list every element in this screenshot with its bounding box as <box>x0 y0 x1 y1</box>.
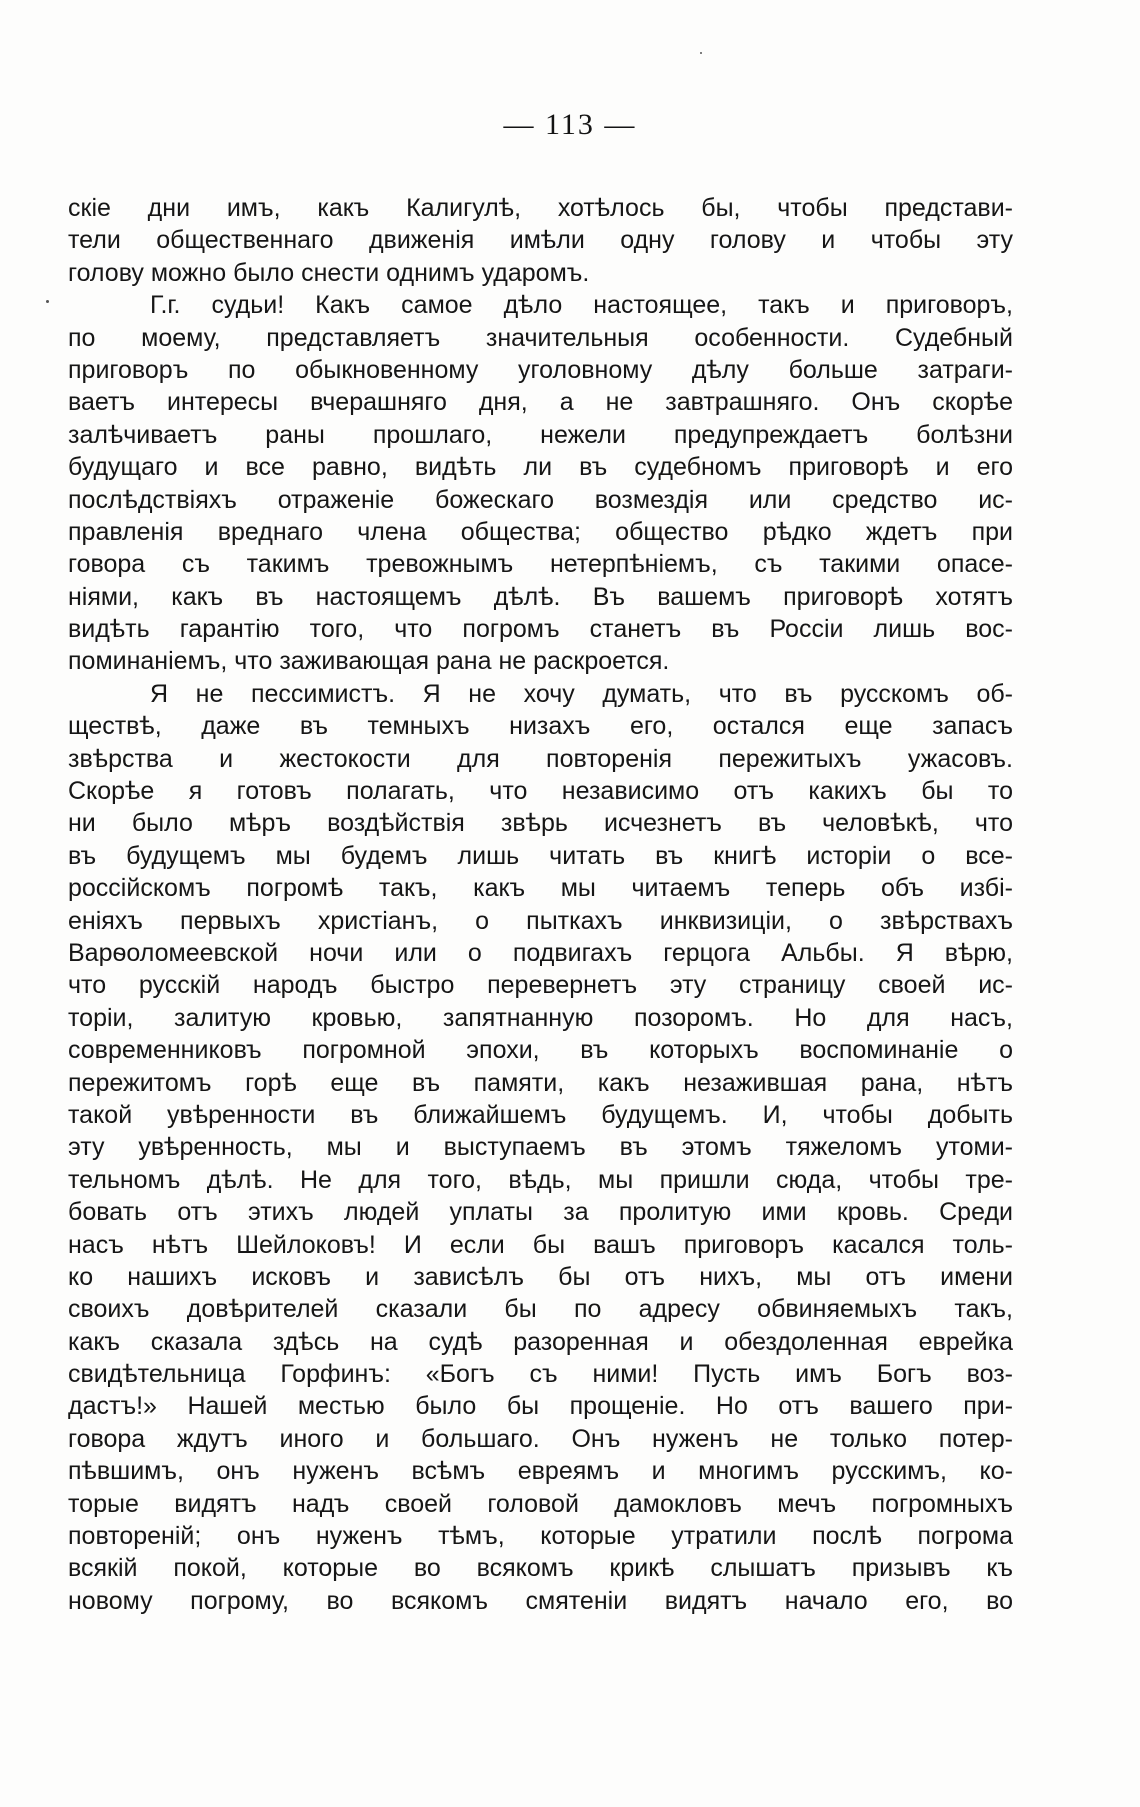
text-line: пережитомъ горѣ еще въ памяти, какъ незажившая рана, нѣтъ <box>68 1068 1013 1097</box>
text-line: торые видятъ надъ своей головой дамокловъ мечъ погромныхъ <box>68 1489 1013 1518</box>
text-line: Я не пессимистъ. Я не хочу думать, что въ русскомъ об- <box>150 679 1013 708</box>
text-line: видѣть гарантію того, что погромъ станетъ въ Россіи лишь вос- <box>68 615 1013 644</box>
text-line: свидѣтельница Горфинъ: «Богъ съ ними! Пусть имъ Богъ воз- <box>68 1360 1013 1389</box>
text-line: торіи, залитую кровью, запятнанную позоромъ. Но для насъ, <box>68 1003 1013 1032</box>
text-line: бовать отъ этихъ людей уплаты за пролитую ими кровь. Среди <box>68 1198 1013 1227</box>
text-line: ни было мѣръ воздѣйствія звѣрь исчезнетъ въ человѣкѣ, что <box>68 809 1013 838</box>
text-line: залѣчиваетъ раны прошлаго, нежели предупреждаетъ болѣзни <box>68 420 1013 449</box>
text-line: всякій покой, которые во всякомъ крикѣ слышатъ призывъ къ <box>68 1554 1013 1583</box>
text-line: что русскій народъ быстро перевернетъ эту страницу своей ис- <box>68 971 1013 1000</box>
text-line: современниковъ погромной эпохи, въ которыхъ воспоминаніе о <box>68 1036 1013 1065</box>
text-line: послѣдствіяхъ отраженіе божескаго возмездія или средство ис- <box>68 485 1013 514</box>
text-line: тели общественнаго движенія имѣли одну голову и чтобы эту <box>68 226 1013 255</box>
text-line: Г.г. судьи! Какъ самое дѣло настоящее, такъ и приговоръ, <box>150 291 1013 320</box>
body-text <box>68 192 1013 1617</box>
text-line: повтореній; онъ нуженъ тѣмъ, которые утратили послѣ погрома <box>68 1522 1013 1551</box>
text-line: говора съ такимъ тревожнымъ нетерпѣніемъ, съ такими опасе- <box>68 550 1013 579</box>
text-line: ществѣ, даже въ темныхъ низахъ его, остался еще запасъ <box>68 712 1013 741</box>
page-number: — 113 — <box>503 108 637 141</box>
text-line: говора ждутъ иного и большаго. Онъ нуженъ не только потер- <box>68 1424 1013 1453</box>
text-line: ко нашихъ исковъ и зависѣлъ бы отъ нихъ, мы отъ имени <box>68 1262 1013 1291</box>
text-line: скіе дни имъ, какъ Калигулѣ, хотѣлось бы, чтобы представи- <box>68 194 1013 222</box>
text-line: поминаніемъ, что заживающая рана не раскроется. <box>68 647 670 676</box>
text-line: пѣвшимъ, онъ нуженъ всѣмъ евреямъ и многимъ русскимъ, ко- <box>68 1457 1013 1486</box>
text-line: насъ нѣтъ Шейлоковъ! И если бы вашъ приговоръ касался толь- <box>68 1230 1013 1259</box>
text-line: еніяхъ первыхъ христіанъ, о пыткахъ инквизиціи, о звѣрствахъ <box>68 906 1013 935</box>
text-line: будущаго и все равно, видѣть ли въ судебномъ приговорѣ и его <box>68 453 1013 482</box>
text-line: въ будущемъ мы будемъ лишь читать въ книгѣ исторіи о все- <box>68 841 1013 870</box>
text-line: ваетъ интересы вчерашняго дня, а не завтрашняго. Онъ скорѣе <box>68 388 1013 417</box>
text-line: какъ сказала здѣсь на судѣ разоренная и обездоленная еврейка <box>68 1327 1013 1356</box>
text-line: новому погрому, во всякомъ смятеніи видятъ начало его, во <box>68 1586 1013 1615</box>
text-line: дастъ!» Нашей местью было бы прощеніе. Но отъ вашего при- <box>68 1392 1013 1421</box>
text-line: по моему, представляетъ значительныя особенности. Судебный <box>68 323 1013 352</box>
paragraph-2 <box>68 289 1013 678</box>
text-line: тельномъ дѣлѣ. Не для того, вѣдь, мы пришли сюда, чтобы тре- <box>68 1165 1013 1194</box>
text-line: правленія вреднаго члена общества; общество рѣдко ждетъ при <box>68 517 1013 546</box>
paragraph-1 <box>68 192 1013 289</box>
text-line: россійскомъ погромѣ такъ, какъ мы читаемъ теперь объ избі- <box>68 874 1013 903</box>
text-line: своихъ довѣрителей сказали бы по адресу обвиняемыхъ такъ, <box>68 1295 1013 1324</box>
text-line: эту увѣренность, мы и выступаемъ въ этомъ тяжеломъ утоми- <box>68 1133 1013 1162</box>
text-line: ніями, какъ въ настоящемъ дѣлѣ. Въ вашемъ приговорѣ хотятъ <box>68 582 1013 611</box>
scan-speck <box>46 300 49 303</box>
paragraph-3 <box>68 678 1013 1617</box>
scan-speck <box>700 52 702 54</box>
text-line: такой увѣренности въ ближайшемъ будущемъ. И, чтобы добыть <box>68 1100 1013 1129</box>
text-line: приговоръ по обыкновенному уголовному дѣлу больше затраги- <box>68 355 1013 384</box>
text-line: звѣрства и жестокости для повторенія пережитыхъ ужасовъ. <box>68 744 1013 773</box>
text-line: Варѳоломеевской ночи или о подвигахъ герцога Альбы. Я вѣрю, <box>68 938 1013 967</box>
text-line: Скорѣе я готовъ полагать, что независимо отъ какихъ бы то <box>68 777 1013 806</box>
text-line: голову можно было снести однимъ ударомъ. <box>68 258 590 287</box>
